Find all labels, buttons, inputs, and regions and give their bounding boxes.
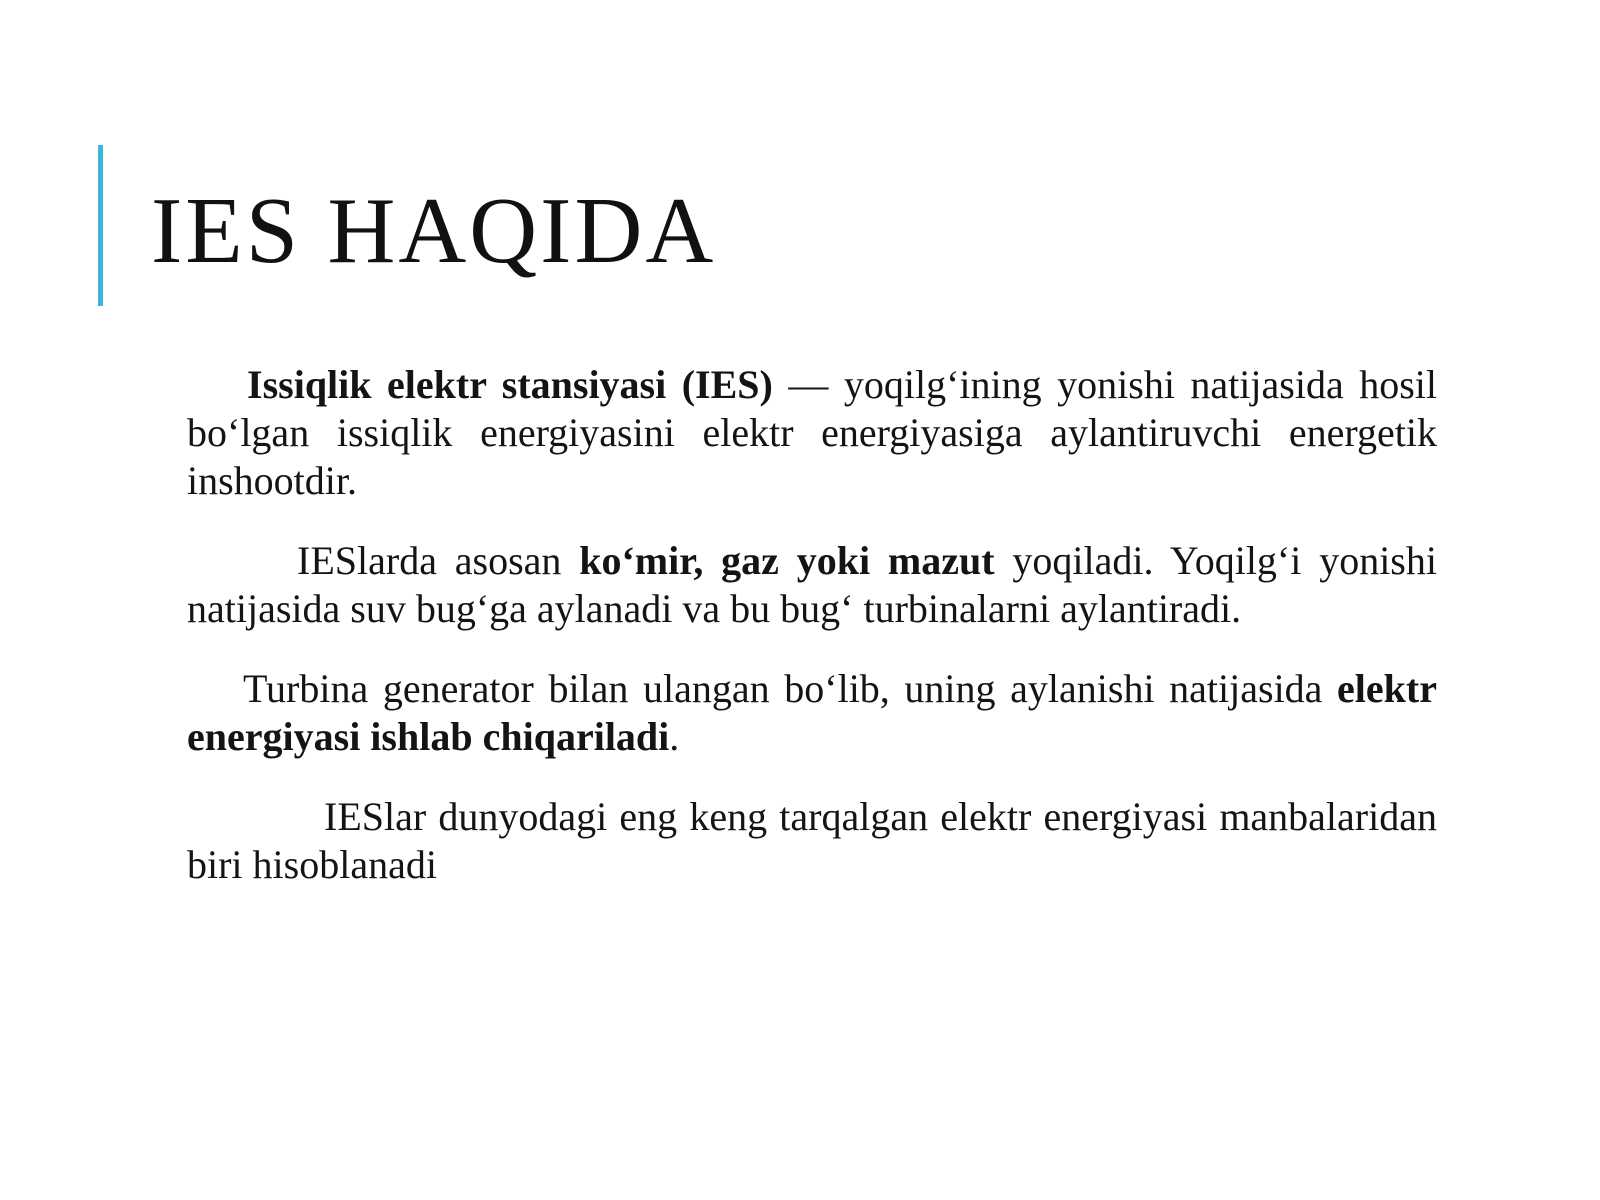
title-accent-bar [98,145,103,306]
paragraph-turbine [187,665,1437,761]
turbine-highlight: elektr energiyasi ishlab chiqariladi [187,666,1437,759]
turbine-text-before: Turbina generator bilan ulangan bo‘lib, uning aylanishi natijasida [243,666,1338,711]
paragraph-definition [187,361,1437,505]
turbine-text-after: . [669,714,680,759]
paragraph-fuels [187,537,1437,633]
slide-title: IES HAQIDA [151,179,717,283]
definition-term: Issiqlik elektr stansiyasi (IES) [247,362,773,407]
fuels-highlight: ko‘mir, gaz yoki mazut [579,538,995,583]
paragraph-prevalence [187,793,1437,889]
slide-body [187,361,1437,889]
definition-text: — yoqilg‘ining yonishi natijasida hosil bo‘lgan issiqlik energiyasini elektr energiyasiga aylantiruvchi energetik inshootdir. [187,362,1438,503]
fuels-text-before: IESlarda asosan [297,538,580,583]
fuels-text-after: yoqiladi. Yoqilg‘i yonishi natijasida suv bug‘ga aylanadi va bu bug‘ turbinalarni aylantiradi. [187,538,1437,631]
prevalence-text: IESlar dunyodagi eng keng tarqalgan elektr energiyasi manbalaridan biri hisoblanadi [187,794,1437,887]
